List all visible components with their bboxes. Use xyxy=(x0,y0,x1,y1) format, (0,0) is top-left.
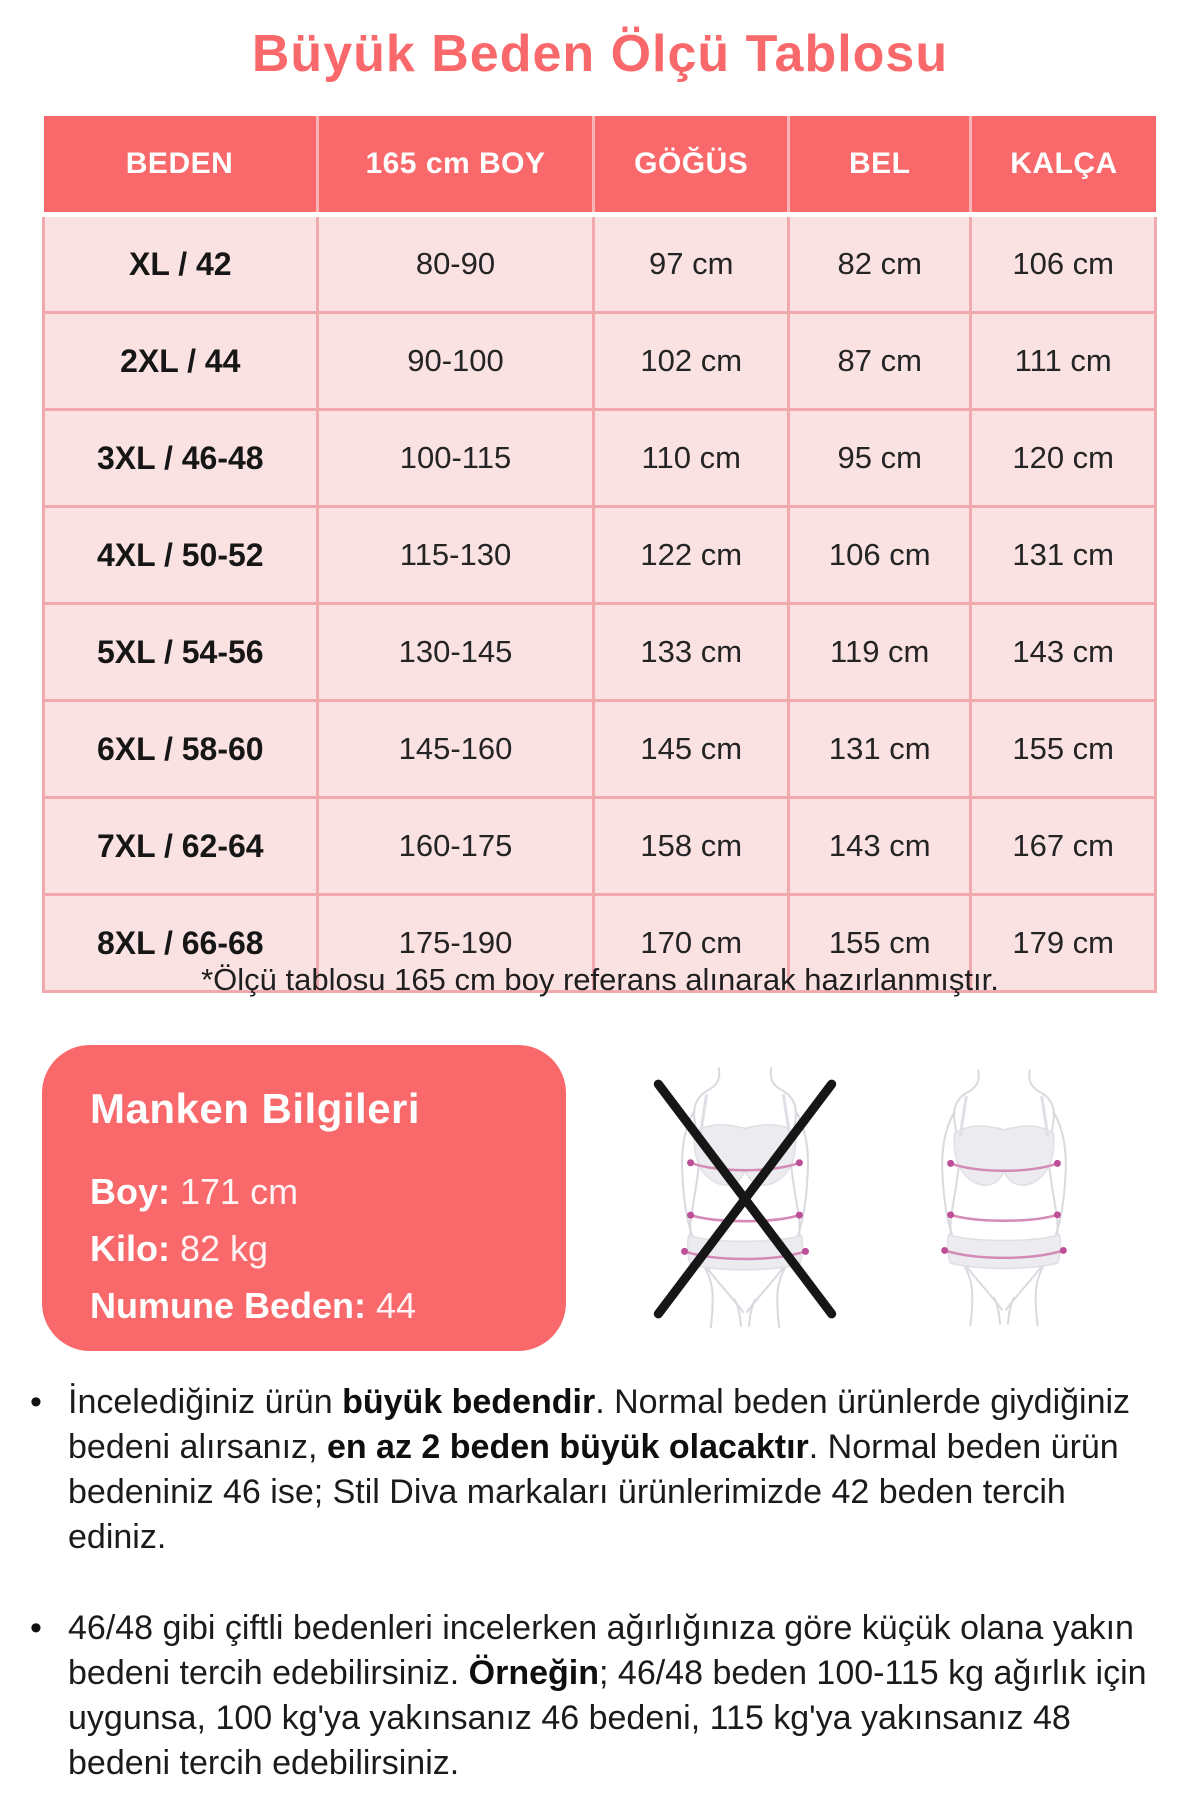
field-separator: : xyxy=(158,1228,180,1269)
table-header-row xyxy=(44,116,1156,215)
field-value: 44 xyxy=(376,1285,417,1326)
note-segment: İncelediğiniz ürün xyxy=(68,1383,343,1421)
kalca-cell: 167 cm xyxy=(971,798,1156,895)
panty xyxy=(948,1235,1061,1269)
note-item xyxy=(30,1380,1170,1560)
gogus-cell: 110 cm xyxy=(594,410,789,507)
note-segment: Örneğin xyxy=(468,1654,600,1692)
size-cell: 3XL / 46-48 xyxy=(44,410,318,507)
field-value: 82 kg xyxy=(180,1228,269,1269)
gogus-cell: 122 cm xyxy=(594,507,789,604)
boy-cell: 80-90 xyxy=(317,215,594,313)
field-separator: : xyxy=(158,1171,181,1212)
table-row xyxy=(44,604,1156,701)
measured-body-figure xyxy=(915,1066,1093,1328)
bullet-marker: • xyxy=(30,1383,42,1421)
table-row xyxy=(44,507,1156,604)
note-text xyxy=(68,1380,1153,1560)
kalca-cell: 120 cm xyxy=(971,410,1156,507)
kalca-cell: 131 cm xyxy=(971,507,1156,604)
body-figure-svg xyxy=(915,1066,1093,1328)
bel-cell: 143 cm xyxy=(789,798,971,895)
size-cell: 8XL / 66-68 xyxy=(44,895,318,992)
crossed-body-figure xyxy=(634,1066,856,1328)
gogus-cell: 102 cm xyxy=(594,313,789,410)
table-row xyxy=(44,313,1156,410)
size-cell: 5XL / 54-56 xyxy=(44,604,318,701)
table-row xyxy=(44,215,1156,313)
col-header-bel: BEL xyxy=(789,116,971,215)
note-segment: 46/48 gibi çiftli bedenleri incelerken ağırlığınıza göre küçük olana yakın bedeni tercih edebilirsiniz. xyxy=(68,1609,1134,1692)
boy-cell: 145-160 xyxy=(317,701,594,798)
model-info-field-numune-beden xyxy=(90,1277,536,1334)
size-cell: 4XL / 50-52 xyxy=(44,507,318,604)
table-row xyxy=(44,410,1156,507)
note-segment: . Normal beden ürünlerde giydiğiniz bedeni alırsanız, xyxy=(68,1383,1131,1466)
kalca-cell: 143 cm xyxy=(971,604,1156,701)
note-segment: . Normal beden ürün bedeniniz 46 ise; Stil Diva markaları ürünlerimizde 42 beden tercih ediniz. xyxy=(68,1428,1119,1556)
size-cell: 7XL / 62-64 xyxy=(44,798,318,895)
note-segment: ; 46/48 beden 100-115 kg ağırlık için uygunsa, 100 kg'ya yakınsanız 46 bedeni, 115 kg'ya yakınsanız 48 bedeni tercih edebilirsiniz. xyxy=(68,1654,1147,1782)
field-label: Kilo xyxy=(90,1228,158,1269)
table-row xyxy=(44,701,1156,798)
note-text xyxy=(68,1606,1153,1786)
model-info-title: Manken Bilgileri xyxy=(90,1085,421,1132)
boy-cell: 90-100 xyxy=(317,313,594,410)
gogus-cell: 158 cm xyxy=(594,798,789,895)
col-header-gogus: GÖĞÜS xyxy=(594,116,789,215)
bel-cell: 82 cm xyxy=(789,215,971,313)
boy-cell: 115-130 xyxy=(317,507,594,604)
kalca-cell: 111 cm xyxy=(971,313,1156,410)
model-info-field-kilo xyxy=(90,1220,536,1277)
bel-cell: 155 cm xyxy=(789,895,971,992)
bel-cell: 95 cm xyxy=(789,410,971,507)
model-info-card xyxy=(42,1045,566,1351)
field-label: Numune Beden xyxy=(90,1285,355,1326)
bra xyxy=(954,1126,1054,1185)
bel-cell: 106 cm xyxy=(789,507,971,604)
model-info-field-boy xyxy=(90,1163,536,1220)
note-item xyxy=(30,1606,1170,1786)
boy-cell: 100-115 xyxy=(317,410,594,507)
bel-cell: 87 cm xyxy=(789,313,971,410)
field-separator: : xyxy=(354,1285,377,1326)
body-outline xyxy=(942,1070,1066,1325)
gogus-cell: 97 cm xyxy=(594,215,789,313)
boy-cell: 160-175 xyxy=(317,798,594,895)
model-info-fields xyxy=(90,1163,536,1334)
bel-cell: 119 cm xyxy=(789,604,971,701)
bullet-marker: • xyxy=(30,1609,42,1647)
gogus-cell: 145 cm xyxy=(594,701,789,798)
note-segment: en az 2 beden büyük olacaktır xyxy=(326,1428,809,1466)
notes-list xyxy=(30,1380,1170,1786)
gogus-cell: 170 cm xyxy=(594,895,789,992)
boy-cell: 175-190 xyxy=(317,895,594,992)
gogus-cell: 133 cm xyxy=(594,604,789,701)
col-header-kalca: KALÇA xyxy=(971,116,1156,215)
size-cell: XL / 42 xyxy=(44,215,318,313)
page-title: Büyük Beden Ölçü Tablosu xyxy=(251,25,949,83)
size-table xyxy=(42,116,1157,993)
col-header-beden: BEDEN xyxy=(44,116,318,215)
bel-cell: 131 cm xyxy=(789,701,971,798)
col-header-boy: 165 cm BOY xyxy=(317,116,594,215)
field-label: Boy xyxy=(90,1171,159,1212)
body-figure-svg xyxy=(634,1066,856,1328)
kalca-cell: 179 cm xyxy=(971,895,1156,992)
kalca-cell: 106 cm xyxy=(971,215,1156,313)
boy-cell: 130-145 xyxy=(317,604,594,701)
field-value: 171 cm xyxy=(180,1171,299,1212)
size-cell: 6XL / 58-60 xyxy=(44,701,318,798)
kalca-cell: 155 cm xyxy=(971,701,1156,798)
table-footnote: *Ölçü tablosu 165 cm boy referans alınarak hazırlanmıştır. xyxy=(201,962,999,997)
size-cell: 2XL / 44 xyxy=(44,313,318,410)
note-segment: büyük bedendir xyxy=(342,1383,596,1421)
table-row xyxy=(44,798,1156,895)
